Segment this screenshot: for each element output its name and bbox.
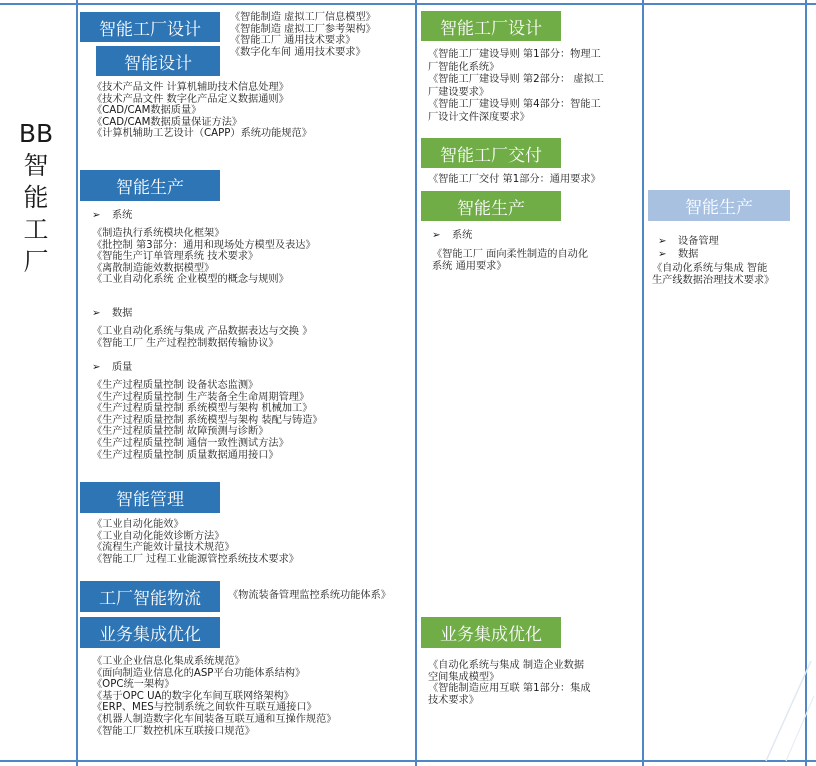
doc-item: 厂建设要求》 <box>428 86 490 98</box>
col2-integration-header: 业务集成优化 <box>421 617 561 648</box>
col2-delivery-header: 智能工厂交付 <box>421 138 561 168</box>
doc-item: 《智能制造 虚拟工厂参考架构》 <box>230 23 376 35</box>
col1-design-header: 智能工厂设计 <box>80 12 220 42</box>
bullet-icon: ➢ <box>432 230 441 241</box>
doc-item: 厂设计文件深度要求》 <box>428 111 530 123</box>
col1-quality-docs <box>92 380 323 461</box>
doc-item: 《工业自动化系统 企业模型的概念与规则》 <box>92 274 289 286</box>
decorative-line <box>766 661 811 761</box>
col1-integration-docs <box>92 656 337 737</box>
bullet-label: 系统 <box>452 230 473 241</box>
doc-item: 《智能制造 虚拟工厂信息模型》 <box>230 12 376 23</box>
col1-design-docs <box>230 12 376 58</box>
doc-item: 《工业自动化能效诊断方法》 <box>92 530 225 542</box>
col2-production-header: 智能生产 <box>421 191 561 221</box>
col3-data-bullet <box>658 249 698 261</box>
col3-equipment-bullet <box>658 236 719 248</box>
col2-system-docs <box>432 249 588 272</box>
doc-item: 《技术产品文件 计算机辅助技术信息处理》 <box>92 82 289 93</box>
col2-system-bullet <box>432 230 472 242</box>
row-label-line: BB <box>18 119 54 148</box>
col1-smart-design-header: 智能设计 <box>96 46 220 76</box>
doc-item: 《智能制造应用互联 第1部分：集成 <box>428 683 591 695</box>
grid-line-bottom <box>0 760 816 762</box>
doc-item: 《智能工厂 通用技术要求》 <box>230 35 356 47</box>
bullet-icon: ➢ <box>92 210 101 221</box>
doc-item: 厂智能化系统》 <box>428 61 500 73</box>
col1-data-docs <box>92 326 312 349</box>
grid-line-col2-left <box>415 0 417 766</box>
doc-item: 《生产过程质量控制 系统模型与架构 机械加工》 <box>92 403 313 415</box>
grid-line-col1-left <box>76 0 78 766</box>
bullet-icon: ➢ <box>658 236 667 247</box>
doc-item: 《CAD/CAM数据质量保证方法》 <box>92 116 243 128</box>
doc-item: 《智能工厂建设导则 第1部分：物理工 <box>428 49 601 60</box>
col1-production-header: 智能生产 <box>80 170 220 201</box>
col1-quality-bullet <box>92 362 132 374</box>
doc-item: 《生产过程质量控制 生产装备全生命周期管理》 <box>92 391 310 403</box>
col1-smart-design-docs <box>92 82 312 140</box>
bullet-icon: ➢ <box>92 308 101 319</box>
doc-item: 《自动化系统与集成 制造企业数据 <box>428 660 585 671</box>
bullet-label: 设备管理 <box>678 236 719 247</box>
doc-item: 《生产过程质量控制 系统模型与架构 装配与铸造》 <box>92 414 323 426</box>
doc-item: 《流程生产能效计量技术规范》 <box>92 542 235 554</box>
grid-line-top <box>0 3 816 5</box>
doc-item: 生产线数据治理技术要求》 <box>652 274 775 286</box>
doc-item: 《计算机辅助工艺设计（CAPP）系统功能规范》 <box>92 128 312 140</box>
doc-item: 《生产过程质量控制 设备状态监测》 <box>92 380 259 391</box>
doc-item: 《智能工厂建设导则 第2部分： 虚拟工 <box>428 74 604 86</box>
bullet-icon: ➢ <box>658 249 667 260</box>
doc-item: 《生产过程质量控制 通信一致性测试方法》 <box>92 437 289 449</box>
doc-item: 《离散制造能效数据模型》 <box>92 262 215 274</box>
bullet-label: 数据 <box>112 308 133 319</box>
doc-item: 《OPC统一架构》 <box>92 679 175 691</box>
doc-item: 《面向制造业信息化的ASP平台功能体系结构》 <box>92 667 306 679</box>
decorative-lines <box>756 656 816 766</box>
doc-item: 《智能生产订单管理系统 技术要求》 <box>92 251 259 263</box>
doc-item: 《批控制 第3部分：通用和现场处方模型及表达》 <box>92 239 316 251</box>
col2-design-header: 智能工厂设计 <box>421 11 561 41</box>
col3-docs <box>652 263 774 286</box>
doc-item: 《制造执行系统模块化框架》 <box>92 228 225 239</box>
col1-system-bullet <box>92 210 132 222</box>
grid-line-col3-left <box>642 0 644 766</box>
bullet-label: 系统 <box>112 210 133 221</box>
doc-item: 《智能工厂数控机床互联接口规范》 <box>92 725 255 737</box>
doc-item: 《生产过程质量控制 故障预测与诊断》 <box>92 426 269 438</box>
doc-item: 《智能工厂 生产过程控制数据传输协议》 <box>92 337 279 349</box>
row-label-line: 能 <box>23 183 49 212</box>
col2-design-docs <box>428 49 604 125</box>
col1-logistics-doc: 《物流装备管理监控系统功能体系》 <box>228 590 391 601</box>
col1-logistics-header: 工厂智能物流 <box>80 581 220 612</box>
doc-item: 《智能工厂建设导则 第4部分：智能工 <box>428 99 601 111</box>
doc-item: 系统 通用要求》 <box>432 260 507 272</box>
col1-system-docs <box>92 228 316 286</box>
doc-item: 《生产过程质量控制 质量数据通用接口》 <box>92 449 279 461</box>
col2-integration-docs <box>428 660 591 706</box>
col3-production-header: 智能生产 <box>648 190 790 221</box>
doc-item: 《工业企业信息化集成系统规范》 <box>92 656 245 667</box>
doc-item: 《技术产品文件 数字化产品定义数据通则》 <box>92 93 289 105</box>
col2-delivery-doc: 《智能工厂交付 第1部分：通用要求》 <box>428 174 601 185</box>
grid-line-right <box>805 0 807 766</box>
row-label-line: 厂 <box>23 247 49 276</box>
bullet-icon: ➢ <box>92 362 101 373</box>
doc-item: 《CAD/CAM数据质量》 <box>92 105 202 117</box>
row-label <box>18 118 54 278</box>
doc-item: 《智能工厂 面向柔性制造的自动化 <box>432 249 589 260</box>
doc-item: 《智能工厂 过程工业能源管控系统技术要求》 <box>92 553 299 565</box>
bullet-label: 数据 <box>678 249 699 260</box>
col1-integration-header: 业务集成优化 <box>80 617 220 648</box>
doc-item: 《机器人制造数字化车间装备互联互通和互操作规范》 <box>92 713 337 725</box>
doc-item: 《基于OPC UA的数字化车间互联网络架构》 <box>92 690 294 702</box>
col1-management-header: 智能管理 <box>80 482 220 513</box>
row-label-line: 工 <box>23 215 49 244</box>
doc-item: 《工业自动化能效》 <box>92 519 184 530</box>
col1-management-docs <box>92 519 299 565</box>
col1-data-bullet <box>92 308 132 320</box>
doc-item: 《自动化系统与集成 智能 <box>652 263 768 274</box>
bullet-label: 质量 <box>112 362 133 373</box>
doc-item: 技术要求》 <box>428 694 479 706</box>
row-label-line: 智 <box>23 151 49 180</box>
doc-item: 《数字化车间 通用技术要求》 <box>230 46 366 58</box>
doc-item: 空间集成模型》 <box>428 671 500 683</box>
doc-item: 《ERP、MES与控制系统之间软件互联互通接口》 <box>92 702 317 714</box>
doc-item: 《工业自动化系统与集成 产品数据表达与交换 》 <box>92 326 313 337</box>
